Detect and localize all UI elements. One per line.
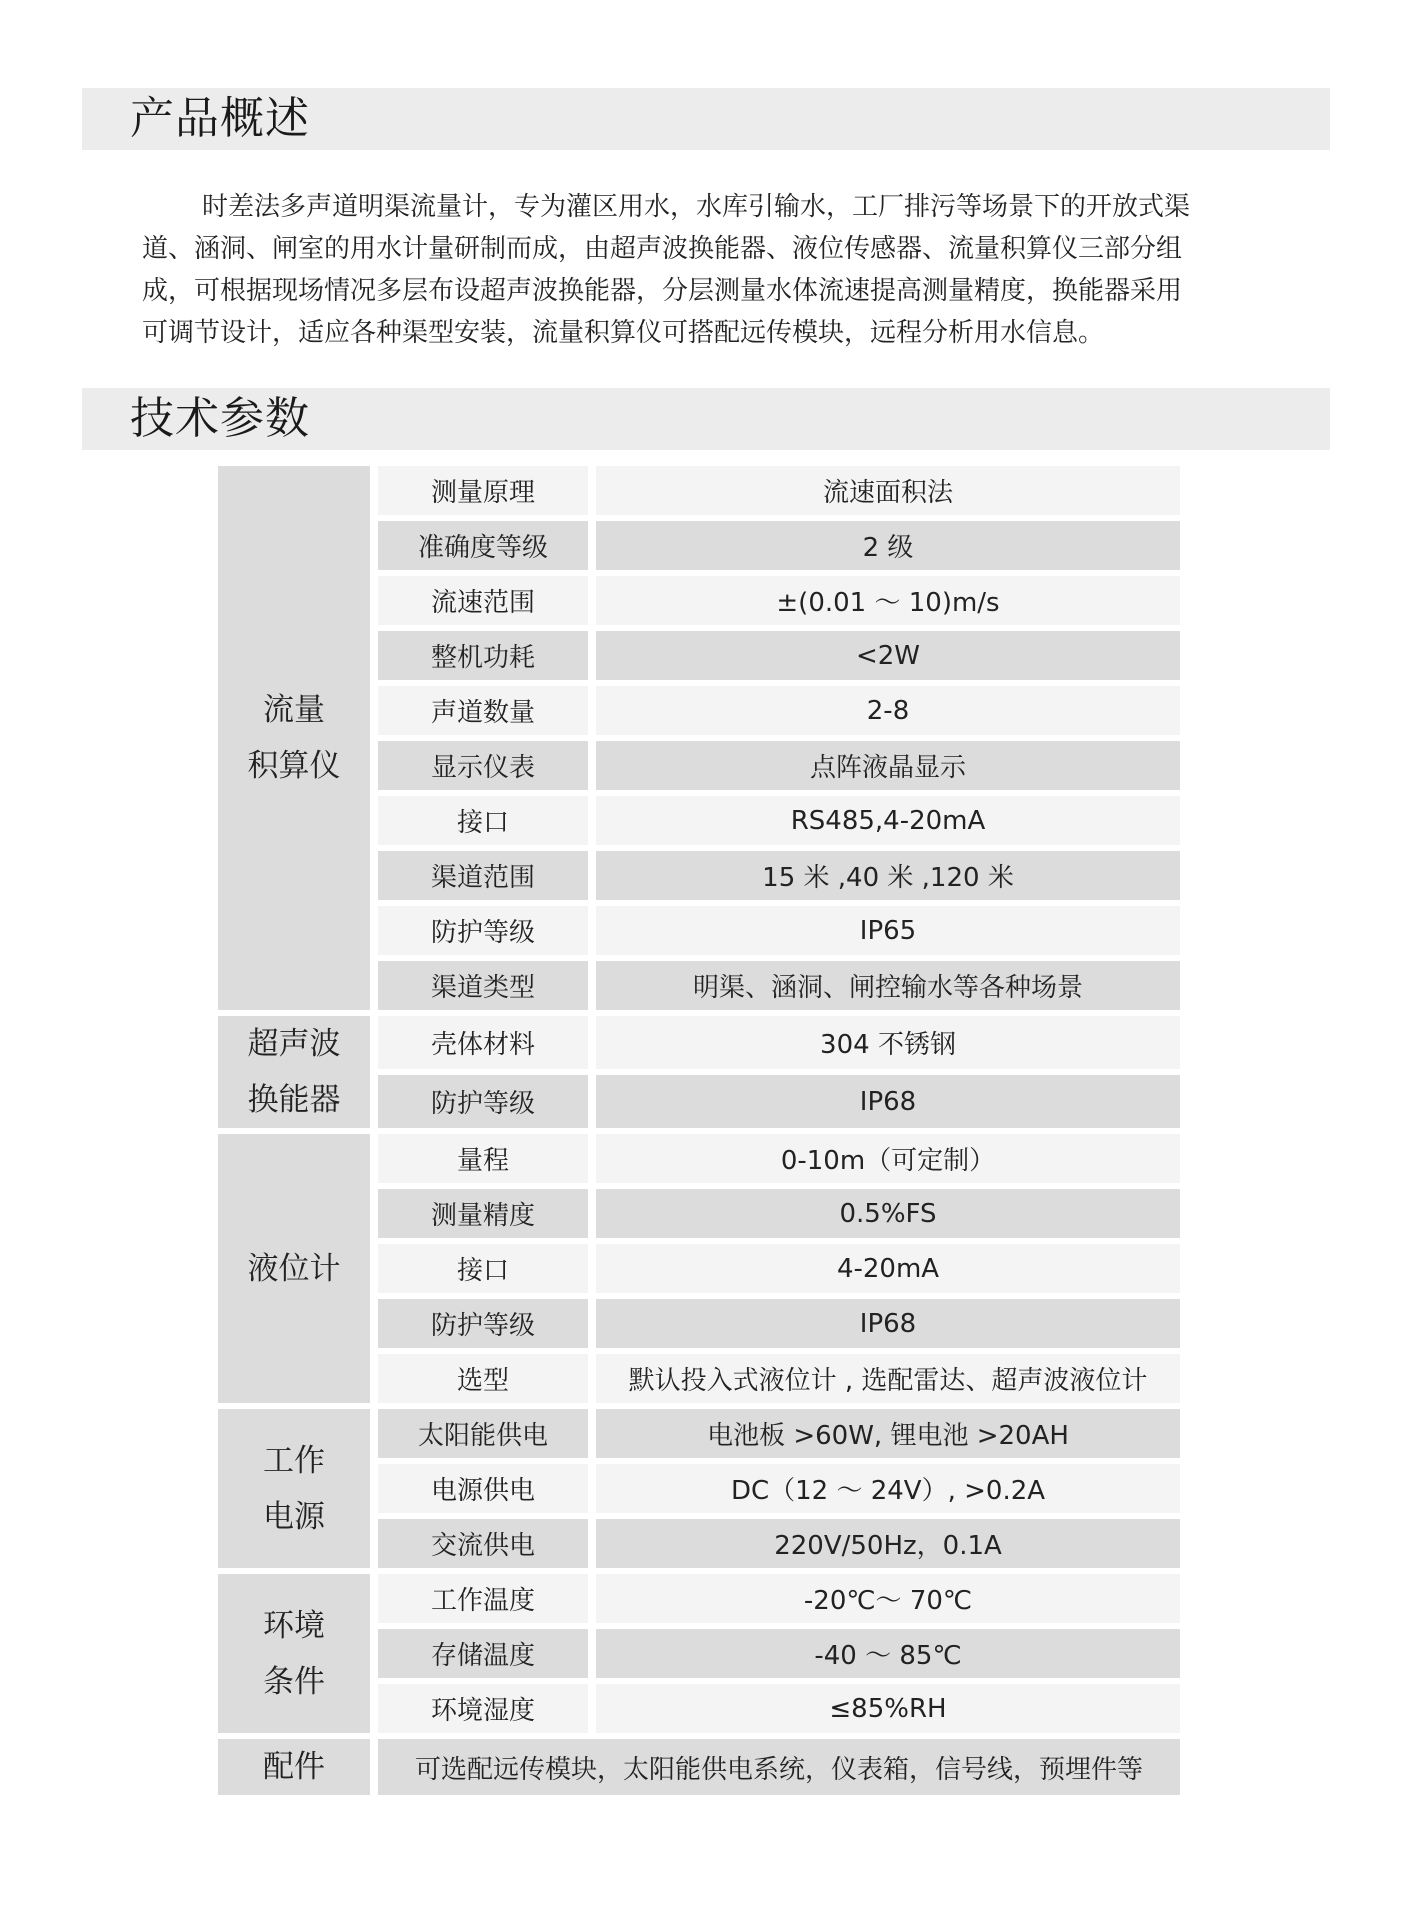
param-value: DC（12 ～ 24V）, >0.2A (596, 1464, 1180, 1513)
param-name: 选型 (378, 1354, 588, 1403)
param-value: 0.5%FS (596, 1189, 1180, 1238)
overview-header (82, 88, 1330, 150)
param-name: 渠道范围 (378, 851, 588, 900)
param-value: RS485,4-20mA (596, 796, 1180, 845)
table-row (218, 466, 1180, 515)
param-value: 2-8 (596, 686, 1180, 735)
param-value: ≤85%RH (596, 1684, 1180, 1733)
spec-title: 技术参数 (130, 393, 310, 444)
overview-line: 可调节设计，适应各种渠型安装，流量积算仪可搭配远传模块，远程分析用水信息。 (142, 318, 1105, 348)
param-value: IP68 (596, 1075, 1180, 1128)
param-value: 默认投入式液位计 , 选配雷达、超声波液位计 (596, 1354, 1180, 1403)
param-name: 接口 (378, 796, 588, 845)
table-row (218, 1134, 1180, 1183)
group-label: 流量 (263, 692, 325, 728)
param-name: 防护等级 (378, 1299, 588, 1348)
param-name: 准确度等级 (378, 521, 588, 570)
group-label: 超声波 (247, 1026, 341, 1062)
param-value: 点阵液晶显示 (596, 741, 1180, 790)
overview-line: 道、涵洞、闸室的用水计量研制而成，由超声波换能器、液位传感器、流量积算仪三部分组 (142, 234, 1183, 264)
param-name: 电源供电 (378, 1464, 588, 1513)
param-name: 壳体材料 (378, 1016, 588, 1069)
param-value: 304 不锈钢 (596, 1016, 1180, 1069)
group-label: 液位计 (247, 1250, 341, 1287)
param-name: 显示仪表 (378, 741, 588, 790)
group-label: 电源 (263, 1498, 325, 1535)
group-label: 工作 (263, 1442, 325, 1479)
param-name: 太阳能供电 (378, 1409, 588, 1458)
group-label: 配件 (263, 1749, 325, 1785)
overview-line: 成，可根据现场情况多层布设超声波换能器，分层测量水体流速提高测量精度，换能器采用 (142, 276, 1183, 306)
spec-table (210, 460, 1188, 1801)
param-name: 渠道类型 (378, 961, 588, 1010)
param-value: 15 米 ,40 米 ,120 米 (596, 851, 1180, 900)
param-value: 220V/50Hz，0.1A (596, 1519, 1180, 1568)
param-name: 声道数量 (378, 686, 588, 735)
table-row (218, 1016, 1180, 1069)
spec-header (82, 388, 1330, 450)
param-value: -20℃～ 70℃ (596, 1574, 1180, 1623)
group-ultrasonic-transducer (218, 1016, 370, 1128)
param-value: 0-10m（可定制） (596, 1134, 1180, 1183)
param-value: 流速面积法 (596, 466, 1180, 515)
group-label: 换能器 (247, 1082, 341, 1118)
accessories-value: 可选配远传模块，太阳能供电系统，仪表箱，信号线，预埋件等 (378, 1739, 1180, 1795)
overview-paragraph (142, 186, 1272, 354)
overview-line: 时差法多声道明渠流量计，专为灌区用水，水库引输水，工厂排污等场景下的开放式渠 (202, 192, 1191, 222)
param-value: -40 ～ 85℃ (596, 1629, 1180, 1678)
param-value: 4-20mA (596, 1244, 1180, 1293)
group-label: 积算仪 (247, 748, 341, 784)
overview-title: 产品概述 (130, 93, 310, 144)
param-name: 环境湿度 (378, 1684, 588, 1733)
param-name: 交流供电 (378, 1519, 588, 1568)
param-value: ±(0.01 ～ 10)m/s (596, 576, 1180, 625)
param-name: 防护等级 (378, 906, 588, 955)
param-name: 量程 (378, 1134, 588, 1183)
table-row (218, 1574, 1180, 1623)
group-level-meter (218, 1134, 370, 1403)
param-value: 明渠、涵洞、闸控输水等各种场景 (596, 961, 1180, 1010)
param-name: 测量精度 (378, 1189, 588, 1238)
group-power-supply (218, 1409, 370, 1568)
param-name: 防护等级 (378, 1075, 588, 1128)
group-accessories (218, 1739, 370, 1795)
group-label: 条件 (263, 1663, 325, 1700)
param-value: IP68 (596, 1299, 1180, 1348)
param-value: 电池板 >60W, 锂电池 >20AH (596, 1409, 1180, 1458)
param-name: 存储温度 (378, 1629, 588, 1678)
param-name: 工作温度 (378, 1574, 588, 1623)
group-flow-totalizer (218, 466, 370, 1010)
param-name: 接口 (378, 1244, 588, 1293)
group-environment (218, 1574, 370, 1733)
param-name: 测量原理 (378, 466, 588, 515)
param-name: 流速范围 (378, 576, 588, 625)
table-row (218, 1739, 1180, 1795)
table-row (218, 1409, 1180, 1458)
param-name: 整机功耗 (378, 631, 588, 680)
param-value: <2W (596, 631, 1180, 680)
param-value: 2 级 (596, 521, 1180, 570)
param-value: IP65 (596, 906, 1180, 955)
group-label: 环境 (263, 1607, 325, 1644)
